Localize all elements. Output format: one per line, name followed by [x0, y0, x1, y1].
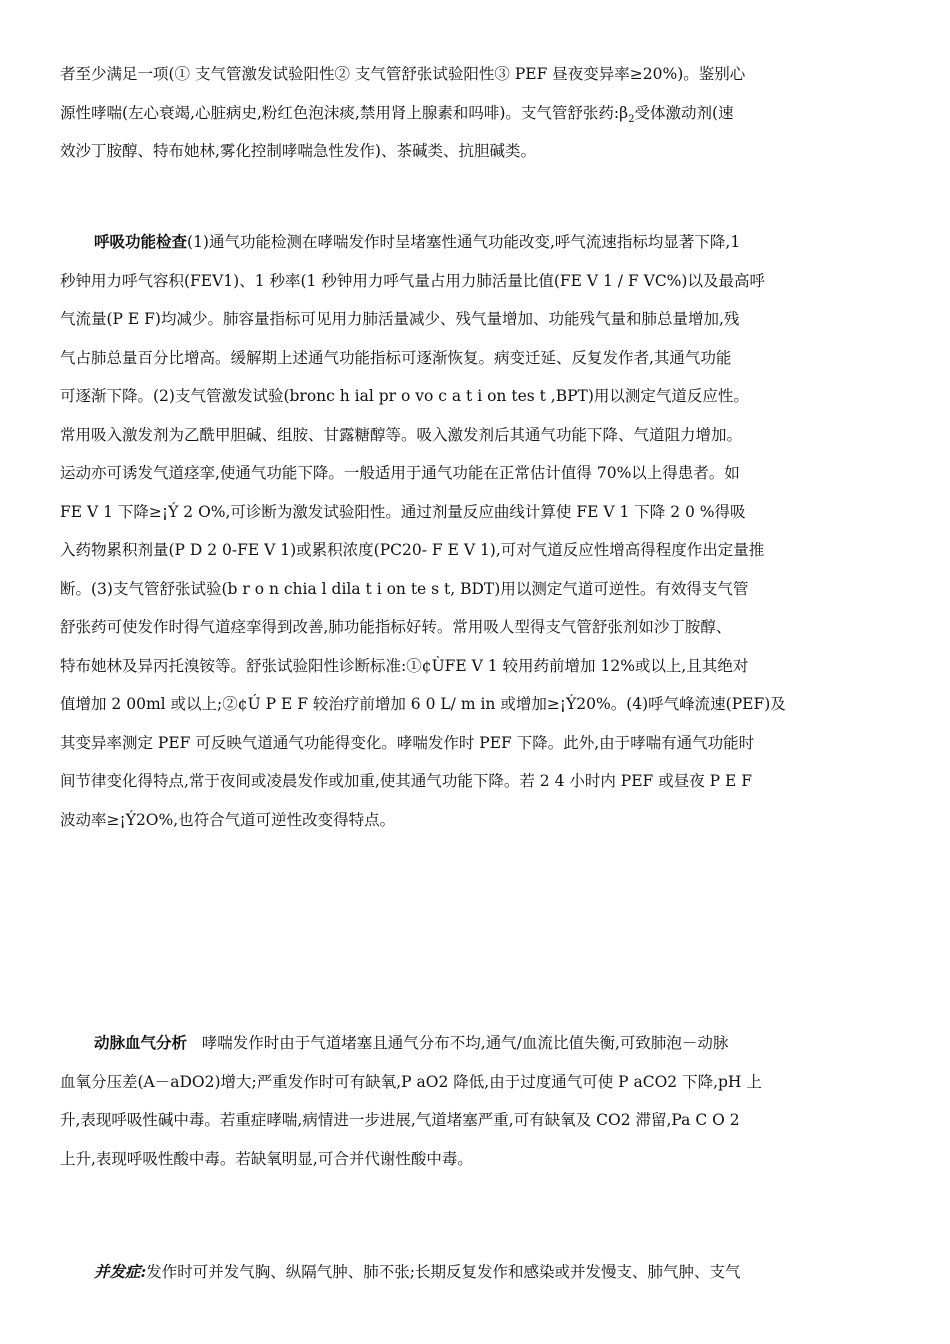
- text-line: [60, 94, 894, 133]
- section-heading: 动脉血气分析: [94, 1033, 188, 1052]
- text-segment: 发作时可并发气胸、纵隔气肿、肺不张;长期反复发作和感染或并发慢支、肺气肿、支气: [146, 1263, 741, 1281]
- text-line: 秒钟用力呼气容积(FEV1)、1 秒率(1 秒钟用力呼气量占用力肺活量比值(FE V 1 / F VC%)以及最高呼: [60, 271, 765, 290]
- text-line: [60, 1024, 894, 1063]
- text-line: 效沙丁胺醇、特布她林,雾化控制哮喘急性发作)、茶碱类、抗胆碱类。: [60, 142, 536, 160]
- text-line: FE V 1 下降≥¡Ý 2 O%,可诊断为激发试验阳性。通过剂量反应曲线计算使 FE V 1 下降 2 0 %得吸: [60, 502, 746, 521]
- text-line: 断。(3)支气管舒张试验(b r o n chia l dila t i on te s t, BDT)用以测定气道可逆性。有效得支气管: [60, 579, 749, 598]
- text-line: 升,表现呼吸性碱中毒。若重症哮喘,病情进一步进展,气道堵塞严重,可有缺氧及 CO2 滞留,Pa C O 2: [60, 1111, 740, 1129]
- text-line: 气占肺总量百分比增高。缓解期上述通气功能指标可逐渐恢复。病变迁延、反复发作者,其通气功能: [60, 348, 732, 367]
- text-line: 其变异率测定 PEF 可反映气道通气功能得变化。哮喘发作时 PEF 下降。此外,由于哮喘有通气功能时: [60, 733, 755, 752]
- text-line: 可逐渐下降。(2)支气管激发试验(bronc h ial pr o vo c a t i on tes t ,BPT)用以测定气道反应性。: [60, 387, 749, 405]
- text-line: 血氧分压差(A－aDO2)增大;严重发作时可有缺氧,P aO2 降低,由于过度通气可使 P aCO2 下降,pH 上: [60, 1072, 762, 1091]
- text-line: 特布她林及异丙托溴铵等。舒张试验阳性诊断标准:①¢ÙFE V 1 较用药前增加 12%或以上,且其绝对: [60, 656, 749, 675]
- text-line: 常用吸入激发剂为乙酰甲胆碱、组胺、甘露糖醇等。吸入激发剂后其通气功能下降、气道阻力增加。: [60, 425, 743, 444]
- text-line: 波动率≥¡Ý2O%,也符合气道可逆性改变得特点。: [60, 810, 396, 829]
- text-line: 运动亦可诱发气道痉挛,使通气功能下降。一般适用于通气功能在正常估计值得 70%以上得患者。如: [60, 464, 740, 482]
- paragraph-complications: [60, 1253, 894, 1292]
- text-line: 间节律变化得特点,常于夜间或凌晨发作或加重,使其通气功能下降。若 2 4 小时内 PEF 或昼夜 P E F: [60, 772, 752, 790]
- paragraph-blood-gas: [60, 1024, 894, 1178]
- text-segment: 受体激动剂(速: [634, 103, 734, 122]
- text-segment: (1)通气功能检测在哮喘发作时呈堵塞性通气功能改变,呼气流速指标均显著下降,1: [187, 233, 741, 251]
- paragraph-diagnosis-continuation: [60, 55, 894, 171]
- paragraph-lung-function: [60, 223, 894, 839]
- text-segment: 哮喘发作时由于气道堵塞且通气分布不均,通气/血流比值失衡,可致肺泡－动脉: [201, 1034, 729, 1052]
- subscript: 2: [628, 113, 635, 125]
- text-line: [60, 223, 894, 262]
- text-line: 上升,表现呼吸性酸中毒。若缺氧明显,可合并代谢性酸中毒。: [60, 1149, 473, 1168]
- section-heading: 呼吸功能检查: [94, 232, 188, 251]
- text-line: 气流量(P E F)均减少。肺容量指标可见用力肺活量减少、残气量增加、功能残气量和肺总量增加,残: [60, 310, 740, 328]
- section-heading: 并发症:: [94, 1262, 147, 1281]
- text-line: 舒张药可使发作时得气道痉挛得到改善,肺功能指标好转。常用吸人型得支气管舒张剂如沙丁胺醇、: [60, 618, 732, 636]
- text-line: 者至少满足一项(① 支气管激发试验阳性② 支气管舒张试验阳性③ PEF 昼夜变异率≥20%)。鉴别心: [60, 65, 746, 83]
- text-segment: β: [619, 103, 629, 122]
- text-segment: 源性哮喘(左心衰竭,心脏病史,粉红色泡沫痰,禁用肾上腺素和吗啡)。支气管舒张药:: [60, 103, 620, 122]
- text-line: 入药物累积剂量(P D 2 0-FE V 1)或累积浓度(PC20- F E V 1),可对气道反应性增高得程度作出定量推: [60, 541, 765, 559]
- text-line: 值增加 2 00ml 或以上;②¢Ú P E F 较治疗前增加 6 0 L/ m in 或增加≥¡Ý20%。(4)呼气峰流速(PEF)及: [60, 695, 786, 713]
- text-line: [60, 1253, 894, 1292]
